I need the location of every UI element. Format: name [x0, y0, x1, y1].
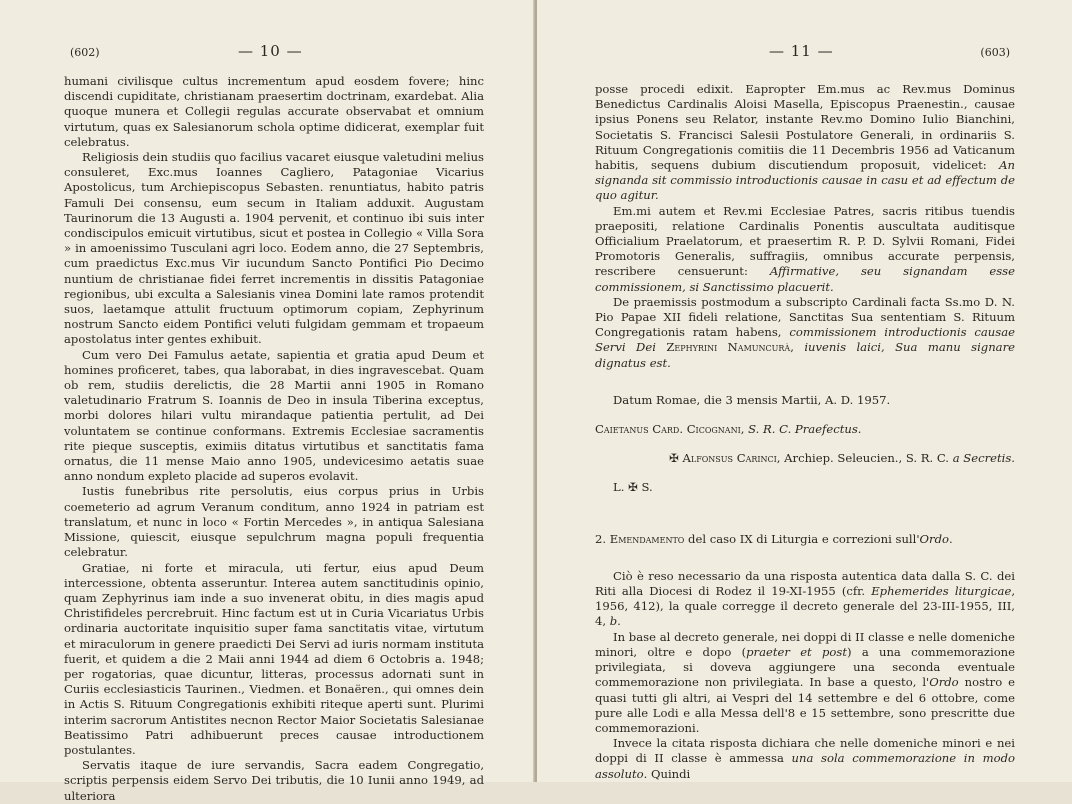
text-run: Archiep. Seleucien., S. R. C.: [780, 451, 953, 466]
spacer: [595, 547, 1015, 569]
italic-run: Ephemerides liturgicae: [871, 584, 1012, 599]
right-page-number: (603): [980, 46, 1010, 59]
text-run: . Quindi: [643, 766, 691, 781]
text-run: Invece la citata risposta dichiara che nelle domeniche minori e nei doppi di II classe è ammessa: [595, 736, 1015, 766]
paragraph: [595, 736, 1015, 782]
left-page-body: [64, 74, 484, 804]
spacer: [595, 518, 1015, 532]
text-run: nostro e quasi tutti gli altri, ai Vespri del 14 settembre e del 6 ottobre, come pure alle Lodi e alla Messa dell'8 e 15 settembre, sono prescritte due commemorazioni.: [595, 675, 1015, 735]
text-run: posse procedi edixit. Eapropter Em.mus ac Rev.mus Dominus Benedictus Cardinalis Aloisi Masella, Episcopus Praenestin., causae ipsius Ponens seu Relator, instante Rev.mo Domino Iulio Bianchini, Societatis S. Francisci Salesii Postulatore Generali, in ordinariis S. Rituum Congregationis comitiis die 11 Decembris 1956 ad Vaticanum habitis, sequens dubium discutiendum proposuit, videlicet:: [595, 82, 1015, 173]
italic-run: Ordo: [929, 675, 959, 690]
italic-run: S. R. C. Praefectus.: [748, 422, 862, 437]
text-run: .: [617, 614, 621, 629]
signature-secretary: [595, 451, 1015, 466]
text-run: Em.mi autem et Rev.mi Ecclesiae Patres, sacris ritibus tuendis praepositi, relatione Cardinalis Ponentis auscultata auditisque Officialium Praelatorum, et praesertim R. P. D. Sylvii Romani, Fidei Promotoris Generalis, suffragiis, omnibus accurate perpensis, rescribere censuerunt:: [595, 203, 1015, 279]
text-run: , 1956, 412), la quale corregge il decreto generale del 23-III-1955, III, 4,: [595, 584, 1015, 629]
spacer: [595, 437, 1015, 451]
spacer: [595, 466, 1015, 480]
text-run: 2.: [595, 531, 610, 546]
right-page: [537, 0, 1072, 782]
paragraph: De praemissis postmodum a subscripto Cardinali facta Ss.mo D. N. Pio Papae XII fideli relatione, Sanctitas Sua sententiam S. Rituum Congregationis ratam habens, commissionem introductionis causae Servi Dei Zephyrini Namuncurà, iuvenis laici, Sua manu signare dignatus est.: [595, 294, 1015, 370]
spacer: [595, 408, 1015, 422]
datum-line: Datum Romae, die 3 mensis Martii, A. D. 1957.: [613, 392, 891, 407]
paragraph: humani civilisque cultus incrementum apud eosdem fovere; hinc discendi cupiditate, christianam praesertim doctrinam, exardebat. Alia quoque munera et Collegii regulas accurate observabat et omnium virtutum, quas ex Salesianorum schola optime didicerat, exemplar fuit celebratus.: [64, 74, 484, 149]
text-run: .: [949, 531, 953, 546]
paragraph: Cum vero Dei Famulus aetate, sapientia et gratia apud Deum et homines proficeret, tabes, qua laborabat, in dies ingravescebat. Quam ob rem, studiis derelictis, die 28 Martii anni 1905 in Romano valetudinario Fratrum S. Ioannis de Deo in insula Tiberina exceptus, morbi dolores hilari vultu mirandaque patientia pertulit, ad Dei voluntatem se continue conformans. Extremis Ecclesiae sacramentis rite pieque susceptis, eximiis ditatus virtutibus et sanctitatis fama ornatus, die 11 mense Maio anno 1905, undevicesimo aetatis suae anno nondum expleto placide ad superos evolavit.: [64, 347, 484, 484]
italic-run: iuvenis laici, Sua manu signare dignatus est.: [595, 340, 1015, 370]
seal-mark: L. ✠ S.: [613, 480, 653, 495]
smallcaps-run: Emendamento: [609, 531, 685, 546]
paragraph: [595, 82, 1015, 204]
spacer: [595, 371, 1015, 393]
smallcaps-run: Alfonsus Carinci,: [682, 451, 781, 466]
right-page-header: [537, 42, 1072, 62]
paragraph: [595, 569, 1015, 630]
italic-run: An signanda sit commissio introductionis causae in casu et ad effectum de quo agitur.: [595, 158, 1015, 203]
right-folio: — 11 —: [769, 42, 834, 60]
left-page-number: (602): [70, 46, 100, 59]
italic-run: a Secretis.: [952, 451, 1015, 466]
text-run: del caso IX di Liturgia e correzioni sull': [684, 531, 920, 546]
section-heading: [595, 532, 1015, 547]
text-run: ) a una commemorazione privilegiata, si doveva aggiungere una seconda eventuale commemorazione non privilegiata. In base a questo, l': [595, 644, 1015, 690]
italic-run: una sola commemorazione in modo assoluto: [595, 751, 1015, 781]
paragraph: Gratiae, ni forte et miracula, uti fertur, eius apud Deum intercessione, obtenta asseruntur. Interea autem sanctitudinis opinio, quam Zephyrinus iam inde a suo invenerat obitu, in dies magis apud Christifideles percrebruit. Hinc factum est ut in Curia Vicariatus Urbis ordinaria auctoritate inquisitio super fama sanctitatis vitae, virtutum et miraculorum in genere praedicti Dei Servi ad iuris normam instituta fuerit, et quidem a die 2 Maii anni 1944 ad diem 6 Octobris a. 1948; per rogatorias, quae dicuntur, litteras, processus adornati sunt in Curiis ecclesiasticis Taurinen., Viedmen. et Bonaëren., qui omnes dein in Actis S. Rituum Congregationis exhibiti riteque aperti sunt. Plurimi interim sacrorum Antistites necnon Rector Maior Societatis Salesianae Beatissimo Patri adhibuerunt preces causae introductionem postulantes.: [64, 560, 484, 757]
italic-run: Ordo: [919, 531, 949, 546]
text-run: ✠: [669, 451, 683, 466]
signature-prefect: [595, 422, 1015, 437]
paragraph: Servatis itaque de iure servandis, Sacra eadem Congregatio, scriptis perpensis eidem Servo Dei tributis, die 10 Iunii anno 1949, ad ulteriora: [64, 758, 484, 803]
left-folio: — 10 —: [238, 42, 303, 60]
italic-run: commissionem introductionis causae Servi Dei: [595, 325, 1015, 355]
paragraph: Iustis funebribus rite persolutis, eius corpus prius in Urbis coemeterio ad agrum Veranum conditum, anno 1924 in patriam est translatum, et nunc in loco « Fortin Mercedes », in antiqua Salesiana Missione, quiescit, eiusque sepulchrum magna populi frequentia celebratur.: [64, 484, 484, 560]
italic-run: praeter et post: [746, 644, 848, 659]
paragraph: [595, 204, 1015, 295]
text-run: Ciò è reso necessario da una risposta autentica data dalla S. C. dei Riti alla Diocesi di Rodez il 19-XI-1955 (cfr.: [595, 568, 1015, 599]
smallcaps-run: Caietanus Card. Cicognani,: [595, 422, 745, 437]
right-page-body: [595, 82, 1015, 782]
paragraph: Religiosis dein studiis quo facilius vacaret eiusque valetudini melius consuleret, Exc.mus Ioannes Cagliero, Patagoniae Vicarius Apostolicus, tum Archiepiscopus Sebasten. renuntiatus, habito patris Famuli Dei consensu, eum secum in Italiam adduxit. Augustam Taurinorum die 13 Augusti a. 1904 pervenit, et continuo ibi suis inter condiscipulos emicuit virtutibus, sicut et postea in Collegio « Villa Sora » in amoenissimo Tusculani agri loco. Eodem anno, die 27 Septembris, cum praedictus Exc.mus Vir iucundum Sancto Pontifici Pio Decimo nuntium de christianae fidei ferret incrementis in dissitis Patagoniae regionibus, ubi exculta a Salesianis vinea Domini late ramos protendit suos, laetamque attulit fructuum optimorum copiam, Zephyrinum nostrum Sancto eidem Pontifici veluti fulgidam gemmam et tropaeum apostolatus inter gentes exhibuit.: [64, 150, 484, 347]
paragraph: [595, 630, 1015, 736]
text-run: In base al decreto generale, nei doppi di II classe e nelle domeniche minori, oltre e dopo (: [595, 629, 1015, 659]
spacer: [595, 496, 1015, 518]
italic-run: b: [609, 614, 618, 629]
text-run: De praemissis postmodum a subscripto Cardinali facta Ss.mo D. N. Pio Papae XII fideli relatione, Sanctitas Sua sententiam S. Rituum Congregationis ratam habens,: [595, 294, 1015, 340]
italic-run: Affirmative, seu signandam esse commissionem, si Sanctissimo placuerit.: [595, 264, 1015, 294]
left-page-header: [0, 42, 535, 62]
smallcaps-run: Zephyrini Namuncurà: [666, 340, 791, 355]
left-page: [0, 0, 535, 803]
